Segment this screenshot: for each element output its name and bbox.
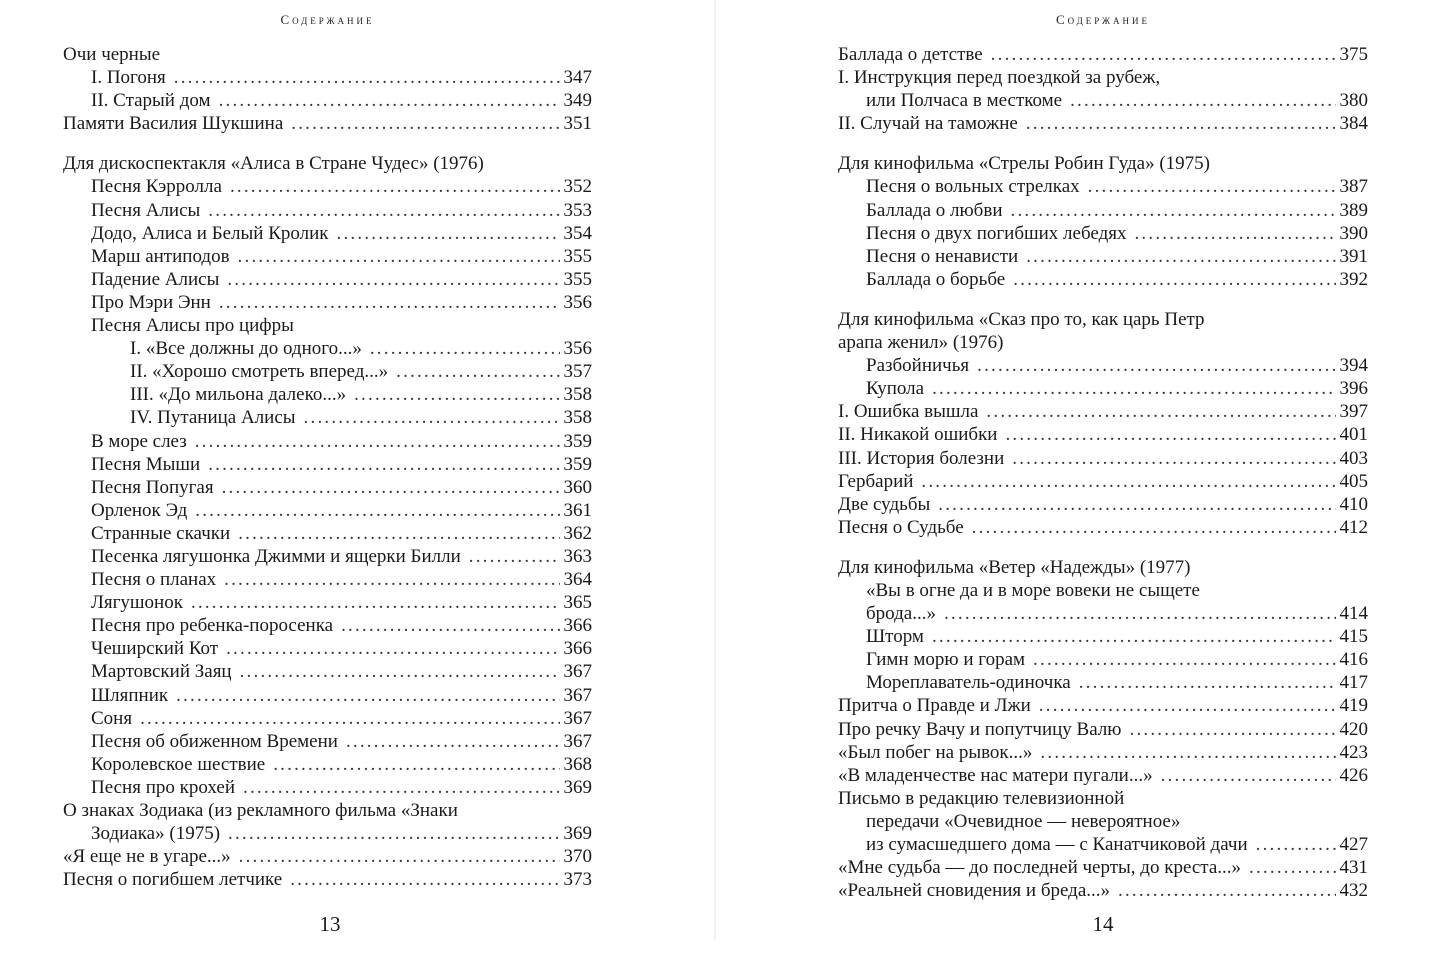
entry-page-number: 367 xyxy=(563,707,592,729)
entry-title: I. Ошибка вышла xyxy=(838,401,979,423)
entry-page-number: 353 xyxy=(563,199,592,221)
toc-entry xyxy=(838,833,1368,856)
entry-page-number: 390 xyxy=(1339,222,1368,244)
entry-title: II. «Хорошо смотреть вперед...» xyxy=(130,361,389,383)
page-number: 13 xyxy=(319,912,341,936)
entry-page-number: 423 xyxy=(1339,741,1368,763)
dot-leader xyxy=(972,516,1336,539)
entry-title: брода...» xyxy=(866,603,936,625)
entry-title: Орленок Эд xyxy=(91,499,188,521)
toc-entry xyxy=(63,499,592,522)
toc-entry xyxy=(63,684,592,707)
toc-heading xyxy=(838,787,1368,810)
toc-entry xyxy=(838,400,1368,423)
entry-page-number: 380 xyxy=(1339,90,1368,112)
entry-title: Песня о вольных стрелках xyxy=(866,176,1080,198)
entry-page-number: 358 xyxy=(563,407,592,429)
dot-leader xyxy=(304,406,560,429)
dot-leader xyxy=(1011,199,1336,222)
section-gap xyxy=(838,135,1368,152)
dot-leader xyxy=(991,43,1336,66)
entry-title: IV. Путаница Алисы xyxy=(130,407,296,429)
toc-heading xyxy=(63,799,592,822)
entry-title: Марш антиподов xyxy=(91,245,230,267)
toc-entry xyxy=(63,568,592,591)
entry-title: Песня Алисы про цифры xyxy=(91,315,294,337)
toc-entry xyxy=(63,476,592,499)
entry-title: II. Старый дом xyxy=(91,90,211,112)
toc-entry xyxy=(838,741,1368,764)
dot-leader xyxy=(174,66,560,89)
toc-entry xyxy=(63,637,592,660)
toc-entry xyxy=(63,614,592,637)
dot-leader xyxy=(1013,268,1335,291)
entry-page-number: 355 xyxy=(563,268,592,290)
entry-title: Чеширский Кот xyxy=(91,638,219,660)
entry-page-number: 357 xyxy=(563,361,592,383)
dot-leader xyxy=(1249,856,1335,879)
entry-page-number: 396 xyxy=(1339,378,1368,400)
section-gap xyxy=(838,291,1368,308)
dot-leader xyxy=(228,822,559,845)
entry-title: Баллада о детстве xyxy=(838,44,983,65)
toc-entry xyxy=(838,175,1368,198)
entry-title: Для кинофильма «Ветер «Надежды» (1977) xyxy=(838,556,1191,578)
entry-title: Гимн морю и горам xyxy=(866,649,1026,671)
entry-page-number: 414 xyxy=(1339,603,1368,625)
entry-title: Две судьбы xyxy=(838,493,931,515)
toc-heading xyxy=(838,556,1368,579)
dot-leader xyxy=(1070,89,1335,112)
entry-page-number: 412 xyxy=(1339,516,1368,538)
toc-entry xyxy=(63,776,592,799)
dot-leader xyxy=(1039,694,1336,717)
toc-entry xyxy=(63,453,592,476)
dot-leader xyxy=(396,360,559,383)
toc-heading xyxy=(63,152,592,175)
toc-heading xyxy=(63,43,592,66)
dot-leader xyxy=(986,400,1335,423)
entry-page-number: 363 xyxy=(563,545,592,567)
toc-entry xyxy=(63,591,592,614)
right-page xyxy=(718,0,1443,954)
toc-entry xyxy=(63,112,592,135)
dot-leader xyxy=(1088,175,1336,198)
toc-entry xyxy=(63,268,592,291)
toc-entry xyxy=(63,222,592,245)
dot-leader xyxy=(337,222,560,245)
toc-entry xyxy=(63,522,592,545)
entry-page-number: 366 xyxy=(563,638,592,660)
toc-entry xyxy=(63,545,592,568)
entry-title: Песня про крохей xyxy=(91,776,236,798)
entry-page-number: 384 xyxy=(1339,113,1368,135)
dot-leader xyxy=(469,545,560,568)
dot-leader xyxy=(219,291,560,314)
entry-page-number: 365 xyxy=(563,592,592,614)
entry-title: Песня об обиженном Времени xyxy=(91,730,338,752)
dot-leader xyxy=(938,493,1335,516)
dot-leader xyxy=(195,430,560,453)
toc-entry xyxy=(838,718,1368,741)
entry-title: Песня Попугая xyxy=(91,476,214,498)
entry-title: Песня о погибшем летчике xyxy=(63,869,283,891)
dot-leader xyxy=(291,112,559,135)
entry-title: Про речку Вачу и попутчицу Валю xyxy=(838,718,1122,740)
toc-entry xyxy=(838,423,1368,446)
entry-page-number: 369 xyxy=(563,776,592,798)
toc-entry xyxy=(838,856,1368,879)
dot-leader xyxy=(208,199,559,222)
entry-title: Гербарий xyxy=(838,470,914,492)
toc-entry xyxy=(63,730,592,753)
entry-page-number: 403 xyxy=(1339,447,1368,469)
entry-page-number: 367 xyxy=(563,730,592,752)
toc-entry xyxy=(838,268,1368,291)
entry-title: Песенка лягушонка Джимми и ящерки Билли xyxy=(91,545,461,567)
entry-page-number: 355 xyxy=(563,245,592,267)
dot-leader xyxy=(1130,718,1336,741)
entry-page-number: 431 xyxy=(1339,857,1368,879)
entry-page-number: 352 xyxy=(563,176,592,198)
entry-page-number: 417 xyxy=(1339,672,1368,694)
toc-entry xyxy=(838,648,1368,671)
entry-title: Памяти Василия Шукшина xyxy=(63,113,284,135)
entry-page-number: 427 xyxy=(1339,834,1368,855)
toc-heading xyxy=(838,331,1368,354)
dot-leader xyxy=(140,707,559,730)
entry-page-number: 369 xyxy=(563,823,592,845)
toc-entry xyxy=(63,175,592,198)
toc-heading xyxy=(63,314,592,337)
entry-title: Песня о ненависти xyxy=(866,245,1019,267)
entry-title: III. История болезни xyxy=(838,447,1005,469)
dot-leader xyxy=(208,453,559,476)
toc-entry xyxy=(838,447,1368,470)
entry-page-number: 351 xyxy=(563,113,592,135)
dot-leader xyxy=(273,753,559,776)
dot-leader xyxy=(290,868,559,891)
entry-page-number: 368 xyxy=(563,753,592,775)
entry-title: Песня Мыши xyxy=(91,453,201,475)
toc-heading xyxy=(838,579,1368,602)
entry-page-number: 432 xyxy=(1339,880,1368,902)
toc-entry xyxy=(63,66,592,89)
entry-title: Для кинофильма «Сказ про то, как царь Петр xyxy=(838,308,1205,330)
entry-title: Разбойничья xyxy=(866,355,970,377)
toc-entry xyxy=(63,753,592,776)
entry-title: Королевское шествие xyxy=(91,753,266,775)
entry-page-number: 415 xyxy=(1339,626,1368,648)
toc-entry xyxy=(63,383,592,406)
entry-title: Шторм xyxy=(866,626,924,648)
toc-entry xyxy=(63,245,592,268)
entry-title: Письмо в редакцию телевизионной xyxy=(838,787,1125,809)
toc-heading xyxy=(838,810,1368,833)
entry-title: III. «До мильона далеко...» xyxy=(130,384,347,406)
dot-leader xyxy=(977,354,1335,377)
entry-page-number: 354 xyxy=(563,222,592,244)
toc-entry xyxy=(838,43,1368,66)
entry-title: Для дискоспектакля «Алиса в Стране Чудес» (1976) xyxy=(63,153,484,175)
toc-entry xyxy=(63,707,592,730)
entry-title: «Реальней сновидения и бреда...» xyxy=(838,880,1111,902)
dot-leader xyxy=(341,614,559,637)
entry-title: Притча о Правде и Лжи xyxy=(838,695,1031,717)
dot-leader xyxy=(230,175,560,198)
dot-leader xyxy=(921,470,1335,493)
entry-page-number: 362 xyxy=(563,522,592,544)
entry-page-number: 367 xyxy=(563,661,592,683)
dot-leader xyxy=(1033,648,1335,671)
entry-page-number: 347 xyxy=(563,67,592,89)
dot-leader xyxy=(195,499,559,522)
entry-title: I. Инструкция перед поездкой за рубеж, xyxy=(838,67,1161,89)
section-gap xyxy=(838,539,1368,556)
running-header: Содержание xyxy=(280,12,375,27)
dot-leader xyxy=(1134,222,1335,245)
toc-entry xyxy=(838,470,1368,493)
entry-page-number: 360 xyxy=(563,476,592,498)
dot-leader xyxy=(1161,764,1336,787)
dot-leader xyxy=(1040,741,1335,764)
entry-title: Падение Алисы xyxy=(91,268,220,290)
toc-entry xyxy=(63,822,592,845)
entry-title: Песня о планах xyxy=(91,569,217,591)
dot-leader xyxy=(219,89,560,112)
dot-leader xyxy=(239,845,560,868)
toc-entry xyxy=(838,89,1368,112)
dot-leader xyxy=(944,602,1336,625)
dot-leader xyxy=(1079,671,1336,694)
entry-title: II. Никакой ошибки xyxy=(838,424,998,446)
entry-title: Баллада о любви xyxy=(866,199,1003,221)
toc-entry xyxy=(838,516,1368,539)
dot-leader xyxy=(226,637,559,660)
entry-title: Песня Кэрролла xyxy=(91,176,222,198)
dot-leader xyxy=(224,568,559,591)
dot-leader xyxy=(1118,879,1335,902)
entry-page-number: 389 xyxy=(1339,199,1368,221)
entry-page-number: 373 xyxy=(563,869,592,891)
entry-page-number: 358 xyxy=(563,384,592,406)
entry-title: Мореплаватель-одиночка xyxy=(866,672,1071,694)
entry-title: Додо, Алиса и Белый Кролик xyxy=(91,222,329,244)
dot-leader xyxy=(346,730,560,753)
toc-heading xyxy=(838,308,1368,331)
entry-title: Для кинофильма «Стрелы Робин Гуда» (1975) xyxy=(838,153,1211,175)
toc-entry xyxy=(63,291,592,314)
entry-page-number: 356 xyxy=(563,291,592,313)
entry-title: Песня про ребенка-поросенка xyxy=(91,615,334,637)
toc-heading xyxy=(838,66,1368,89)
toc-entry xyxy=(838,222,1368,245)
entry-title: «Вы в огне да и в море вовеки не сыщете xyxy=(866,579,1200,601)
entry-title: Баллада о борьбе xyxy=(866,268,1006,290)
entry-page-number: 361 xyxy=(563,499,592,521)
entry-title: «Мне судьба — до последней черты, до креста...» xyxy=(838,857,1242,879)
entry-page-number: 410 xyxy=(1339,493,1368,515)
dot-leader xyxy=(932,377,1335,400)
toc-entry xyxy=(838,694,1368,717)
entry-title: из сумасшедшего дома — с Канатчиковой дачи xyxy=(866,834,1248,855)
toc-entry xyxy=(838,879,1368,902)
dot-leader xyxy=(370,337,560,360)
entry-title: Странные скачки xyxy=(91,522,231,544)
entry-title: Шляпник xyxy=(91,684,169,706)
entry-title: передачи «Очевидное — невероятное» xyxy=(866,810,1181,832)
toc-entry xyxy=(63,360,592,383)
entry-title: «Я еще не в угаре...» xyxy=(63,846,231,868)
entry-page-number: 416 xyxy=(1339,649,1368,671)
page-number: 14 xyxy=(1092,912,1114,936)
entry-page-number: 391 xyxy=(1339,245,1368,267)
section-gap xyxy=(63,135,592,152)
entry-page-number: 370 xyxy=(563,846,592,868)
entry-page-number: 394 xyxy=(1339,355,1368,377)
dot-leader xyxy=(1005,423,1335,446)
entry-title: Очи черные xyxy=(63,44,161,65)
entry-title: Песня Алисы xyxy=(91,199,201,221)
entry-page-number: 420 xyxy=(1339,718,1368,740)
entry-page-number: 364 xyxy=(563,569,592,591)
entry-title: В море слез xyxy=(91,430,187,452)
entry-page-number: 426 xyxy=(1339,764,1368,786)
entry-page-number: 397 xyxy=(1339,401,1368,423)
dot-leader xyxy=(227,268,559,291)
entry-page-number: 359 xyxy=(563,453,592,475)
toc-entry xyxy=(838,377,1368,400)
entry-title: Песня о двух погибших лебедях xyxy=(866,222,1127,244)
entry-title: Купола xyxy=(866,378,925,400)
dot-leader xyxy=(222,476,560,499)
entry-page-number: 401 xyxy=(1339,424,1368,446)
entry-title: II. Случай на таможне xyxy=(838,113,1018,135)
dot-leader xyxy=(1012,447,1335,470)
entry-title: Зодиака» (1975) xyxy=(91,823,221,845)
entry-title: Лягушонок xyxy=(91,592,183,614)
toc-entry xyxy=(63,406,592,429)
dot-leader xyxy=(176,684,559,707)
entry-title: I. «Все должны до одного...» xyxy=(130,338,362,360)
entry-title: О знаках Зодиака (из рекламного фильма «Знаки xyxy=(63,800,458,821)
dot-leader xyxy=(1256,833,1336,856)
table-of-contents xyxy=(63,43,592,891)
entry-title: или Полчаса в месткоме xyxy=(866,90,1063,112)
toc-entry xyxy=(63,337,592,360)
dot-leader xyxy=(191,591,560,614)
entry-title: арапа женил» (1976) xyxy=(838,332,1004,354)
toc-entry xyxy=(838,112,1368,135)
entry-page-number: 359 xyxy=(563,430,592,452)
toc-entry xyxy=(838,199,1368,222)
entry-page-number: 375 xyxy=(1339,44,1368,65)
toc-entry xyxy=(838,354,1368,377)
toc-entry xyxy=(63,199,592,222)
entry-page-number: 405 xyxy=(1339,470,1368,492)
dot-leader xyxy=(1026,112,1336,135)
dot-leader xyxy=(243,776,559,799)
toc-entry xyxy=(63,868,592,891)
toc-entry xyxy=(838,671,1368,694)
toc-entry xyxy=(838,245,1368,268)
dot-leader xyxy=(1026,245,1335,268)
dot-leader xyxy=(932,625,1336,648)
entry-page-number: 367 xyxy=(563,684,592,706)
entry-title: Песня о Судьбе xyxy=(838,516,964,538)
entry-page-number: 366 xyxy=(563,615,592,637)
entry-page-number: 387 xyxy=(1339,176,1368,198)
entry-title: I. Погоня xyxy=(91,67,166,89)
toc-heading xyxy=(838,152,1368,175)
table-of-contents xyxy=(838,43,1368,902)
toc-entry xyxy=(63,89,592,112)
dot-leader xyxy=(238,522,559,545)
toc-entry xyxy=(63,845,592,868)
entry-title: «Был побег на рывок...» xyxy=(838,741,1033,763)
toc-entry xyxy=(63,430,592,453)
toc-entry xyxy=(838,602,1368,625)
toc-entry xyxy=(63,660,592,683)
toc-entry xyxy=(838,764,1368,787)
entry-page-number: 419 xyxy=(1339,695,1368,717)
entry-page-number: 392 xyxy=(1339,268,1368,290)
dot-leader xyxy=(238,245,560,268)
dot-leader xyxy=(240,660,560,683)
toc-entry xyxy=(838,493,1368,516)
entry-page-number: 356 xyxy=(563,338,592,360)
entry-title: Соня xyxy=(91,707,133,729)
running-header: Содержание xyxy=(1055,12,1151,27)
dot-leader xyxy=(354,383,559,406)
entry-title: Мартовский Заяц xyxy=(91,661,232,683)
left-page xyxy=(0,0,715,954)
toc-entry xyxy=(838,625,1368,648)
entry-title: «В младенчестве нас матери пугали...» xyxy=(838,764,1153,786)
entry-page-number: 349 xyxy=(563,90,592,112)
entry-title: Про Мэри Энн xyxy=(91,291,211,313)
